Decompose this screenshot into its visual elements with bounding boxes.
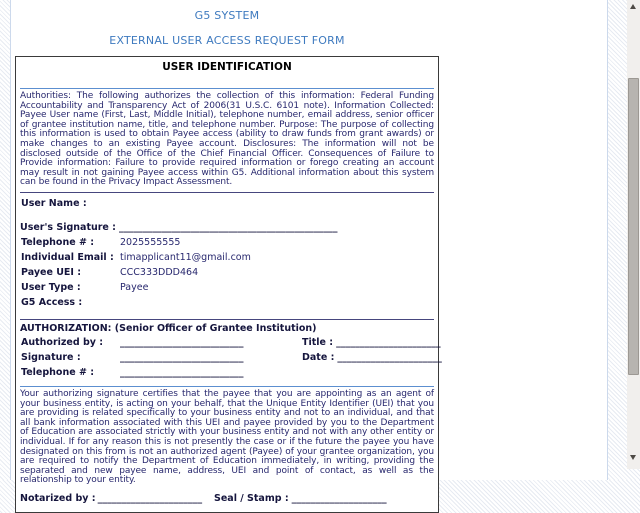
section-header: USER IDENTIFICATION: [162, 61, 292, 73]
signature-line: __________________________: [120, 336, 244, 348]
field-label: User's Signature :: [20, 221, 116, 233]
authorization-row-authorized-by: [20, 336, 441, 352]
field-label: Telephone # :: [21, 366, 95, 378]
authorization-date-group: [302, 352, 442, 363]
scroll-up-icon: [630, 4, 636, 9]
field-label: Signature :: [21, 351, 81, 363]
vertical-scrollbar[interactable]: [627, 0, 640, 469]
scrollbar-thumb[interactable]: [628, 78, 639, 375]
field-label: Notarized by :: [20, 492, 96, 504]
field-label: Title :: [302, 336, 334, 348]
authorization-row-signature: [20, 351, 442, 367]
form-title: EXTERNAL USER ACCESS REQUEST FORM: [109, 34, 345, 47]
user-identification-box: [15, 56, 442, 513]
field-label: User Type :: [21, 281, 81, 293]
seal-stamp-group: [214, 493, 387, 504]
field-user-name: [20, 198, 434, 213]
field-label: User Name :: [21, 197, 87, 209]
page-content: [10, 0, 608, 504]
signature-line: ____________________: [291, 492, 387, 504]
field-label: Individual Email :: [21, 251, 114, 263]
signature-line: __________________________: [120, 351, 244, 363]
authorization-title-group: [302, 337, 441, 348]
authorization-section: [20, 322, 442, 382]
authorization-header: AUTHORIZATION: (Senior Officer of Grantee Institution): [20, 322, 317, 334]
field-g5-access: [20, 297, 434, 312]
field-label: Date :: [302, 351, 335, 363]
field-value: CCC333DDD464: [120, 266, 199, 278]
authorization-row-telephone: [20, 367, 434, 382]
notarized-row: [20, 493, 434, 507]
divider-line: [20, 192, 434, 193]
field-telephone: [20, 237, 434, 252]
signature-line: ______________________________________________: [118, 221, 338, 233]
form-container: [15, 0, 442, 513]
signature-line: ______________________: [337, 351, 442, 363]
signature-line: ______________________: [97, 492, 203, 504]
authorities-paragraph: Authorities: The following authorizes the collection of this information: Federal Funding Accountability and Transparency Act of 2006(31 U.S.C. 6101 note). Information Collected: Payee User name (First, Last, Middle Initial), telephone number, email address, senior officer of grantee institution name, title, and telephone number. Purpose: The purpose of collecting this information is used to obtain Payee access (ability to draw funds from grant awards) or make changes to an existing Payee account. Disclosures: The information will not be disclosed outside of the Office of the Chief Financial Officer. Consequences of Failure to Provide information: Failure to provide required information or forego creating an account may result in not gaining Payee access within G5. Additional information about this system can be found in the Privacy Impact Assessment.: [20, 91, 434, 188]
field-label: G5 Access :: [21, 296, 83, 308]
scroll-down-icon: [630, 455, 636, 460]
field-value: timapplicant11@gmail.com: [120, 251, 251, 263]
certification-paragraph: Your authorizing signature certifies that the payee that you are appointing as an agent of your business entity, is acting on your behalf, that the Unique Entity Identifier (UEI) that you are providing is related specifically to your business entity and not to an individual, and that all bank information associated with this UEI and payee provided by you to the Department of Education are associated strictly with your business entity and not with any other entity or individual. If for any reason this is not presently the case or if the future the payee you have designated on this from is not an authorized agent (Payee) of your grantee organization, you are required to notify the Department of Education immediately, in writing, providing the separated and new payee name, address, UEI and point of contact, as well as the relationship to your entity.: [20, 388, 434, 486]
divider-line: [20, 88, 434, 89]
field-label: Payee UEI :: [21, 266, 82, 278]
user-fields: [20, 198, 434, 312]
signature-line: ______________________: [336, 336, 441, 348]
field-value: Payee: [120, 281, 149, 293]
divider-line: [20, 386, 434, 387]
field-user-signature: [20, 222, 434, 237]
field-individual-email: [20, 252, 434, 267]
field-label: Authorized by :: [21, 336, 104, 348]
system-title: G5 SYSTEM: [194, 9, 260, 22]
field-label: Telephone # :: [21, 236, 95, 248]
divider-line: [20, 319, 434, 320]
field-label: Seal / Stamp :: [214, 492, 289, 504]
scroll-down-button[interactable]: [627, 450, 640, 463]
field-user-type: [20, 282, 434, 297]
scroll-up-button[interactable]: [627, 0, 640, 13]
field-payee-uei: [20, 267, 434, 282]
signature-line: __________________________: [120, 366, 244, 378]
field-value: 2025555555: [120, 236, 181, 248]
